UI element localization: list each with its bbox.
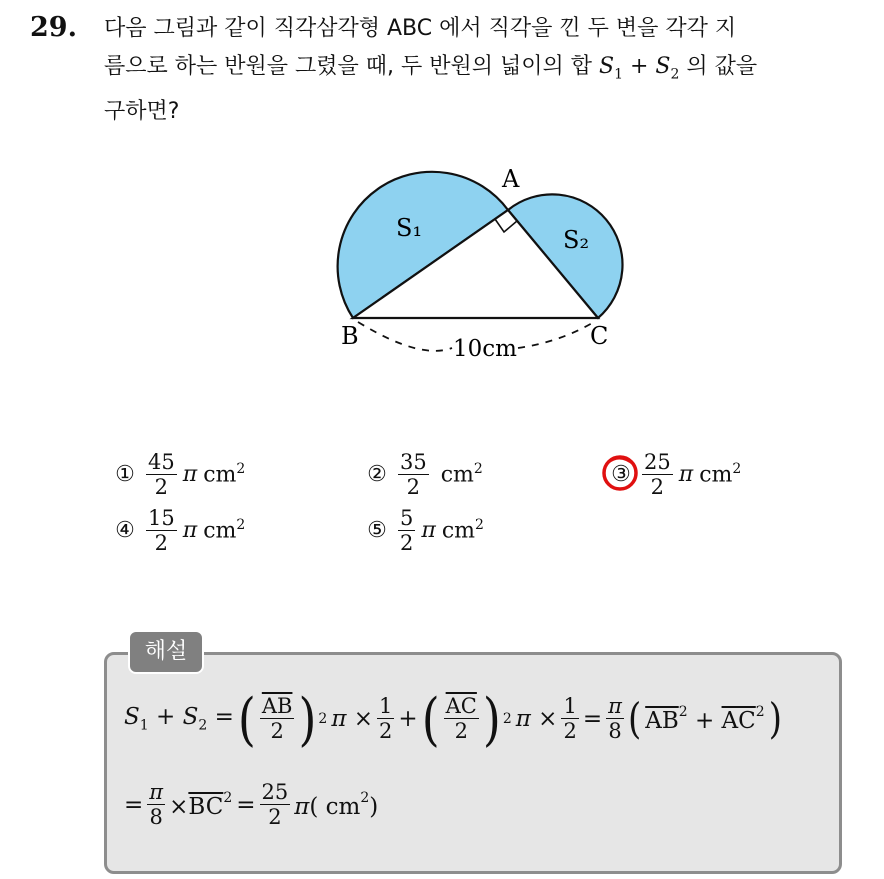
- choice-marker: ④: [115, 518, 135, 543]
- length-dashed-arc-right: [518, 322, 594, 348]
- label-c: C: [590, 322, 609, 350]
- solution-equation-2: = $\frac{\pi}{8}$ $\times\overline{BC}^2$ = $\frac{25}{2}$ π( $cm^2$): [124, 780, 379, 829]
- choice-fraction: $\frac{5}{2}$: [400, 506, 414, 555]
- label-b: B: [341, 322, 359, 350]
- question-line-1: 다음 그림과 같이 직각삼각형 ABC 에서 직각을 낀 두 변을 각각 지: [104, 16, 737, 41]
- choice-fraction: $\frac{45}{2}$: [148, 450, 175, 499]
- choice-marker: ①: [115, 462, 135, 487]
- choice-5[interactable]: ⑤ $\frac{5}{2}$ π $cm^2$: [362, 506, 484, 555]
- question-number: 29.: [30, 12, 77, 43]
- length-dashed-arc: [358, 322, 452, 351]
- choice-3[interactable]: ③ $\frac{25}{2}$ π $cm^2$: [606, 450, 741, 499]
- solution-box: [104, 652, 842, 874]
- label-s1: S₁: [396, 214, 423, 242]
- choice-4[interactable]: ④ $\frac{15}{2}$ π $cm^2$: [110, 506, 245, 555]
- triangle-semicircle-figure: [320, 160, 640, 370]
- solution-tag: 해설: [128, 630, 204, 674]
- choice-fraction: $\frac{35}{2}$: [400, 450, 427, 499]
- choice-marker: ⑤: [367, 518, 387, 543]
- choice-1[interactable]: ① $\frac{45}{2}$ π $cm^2$: [110, 450, 245, 499]
- question-line-3: 구하면?: [104, 99, 180, 125]
- choice-fraction: $\frac{25}{2}$: [644, 450, 671, 499]
- question-line-2: 름으로 하는 반원을 그렸을 때, 두 반원의 넓이의 합 $S_1 + S_2$ 의 값을: [104, 54, 758, 83]
- label-length: 10cm: [453, 336, 517, 362]
- selected-circle-mark: [600, 453, 640, 493]
- question-text: [104, 10, 864, 131]
- choice-marker: ②: [367, 462, 387, 487]
- choice-fraction: $\frac{15}{2}$: [148, 506, 175, 555]
- choice-marker: ③: [606, 462, 636, 487]
- solution-equation-1: $S_1 + S_2$ = ( $\frac{\overline{AB}}{2}$ ) 2 π × $\frac{1}{2}$ + ( $\frac{\overline{AC}}{2}$ ) 2 π × $\frac{1}{2}$ = $\frac{\pi}{8}$ ( $\overline{AB}^2 + \overline{AC}^2$ ): [124, 684, 782, 753]
- choice-2[interactable]: ② $\frac{35}{2}$ $cm^2$: [362, 450, 483, 499]
- label-s2: S₂: [563, 226, 590, 254]
- label-a: A: [502, 165, 520, 193]
